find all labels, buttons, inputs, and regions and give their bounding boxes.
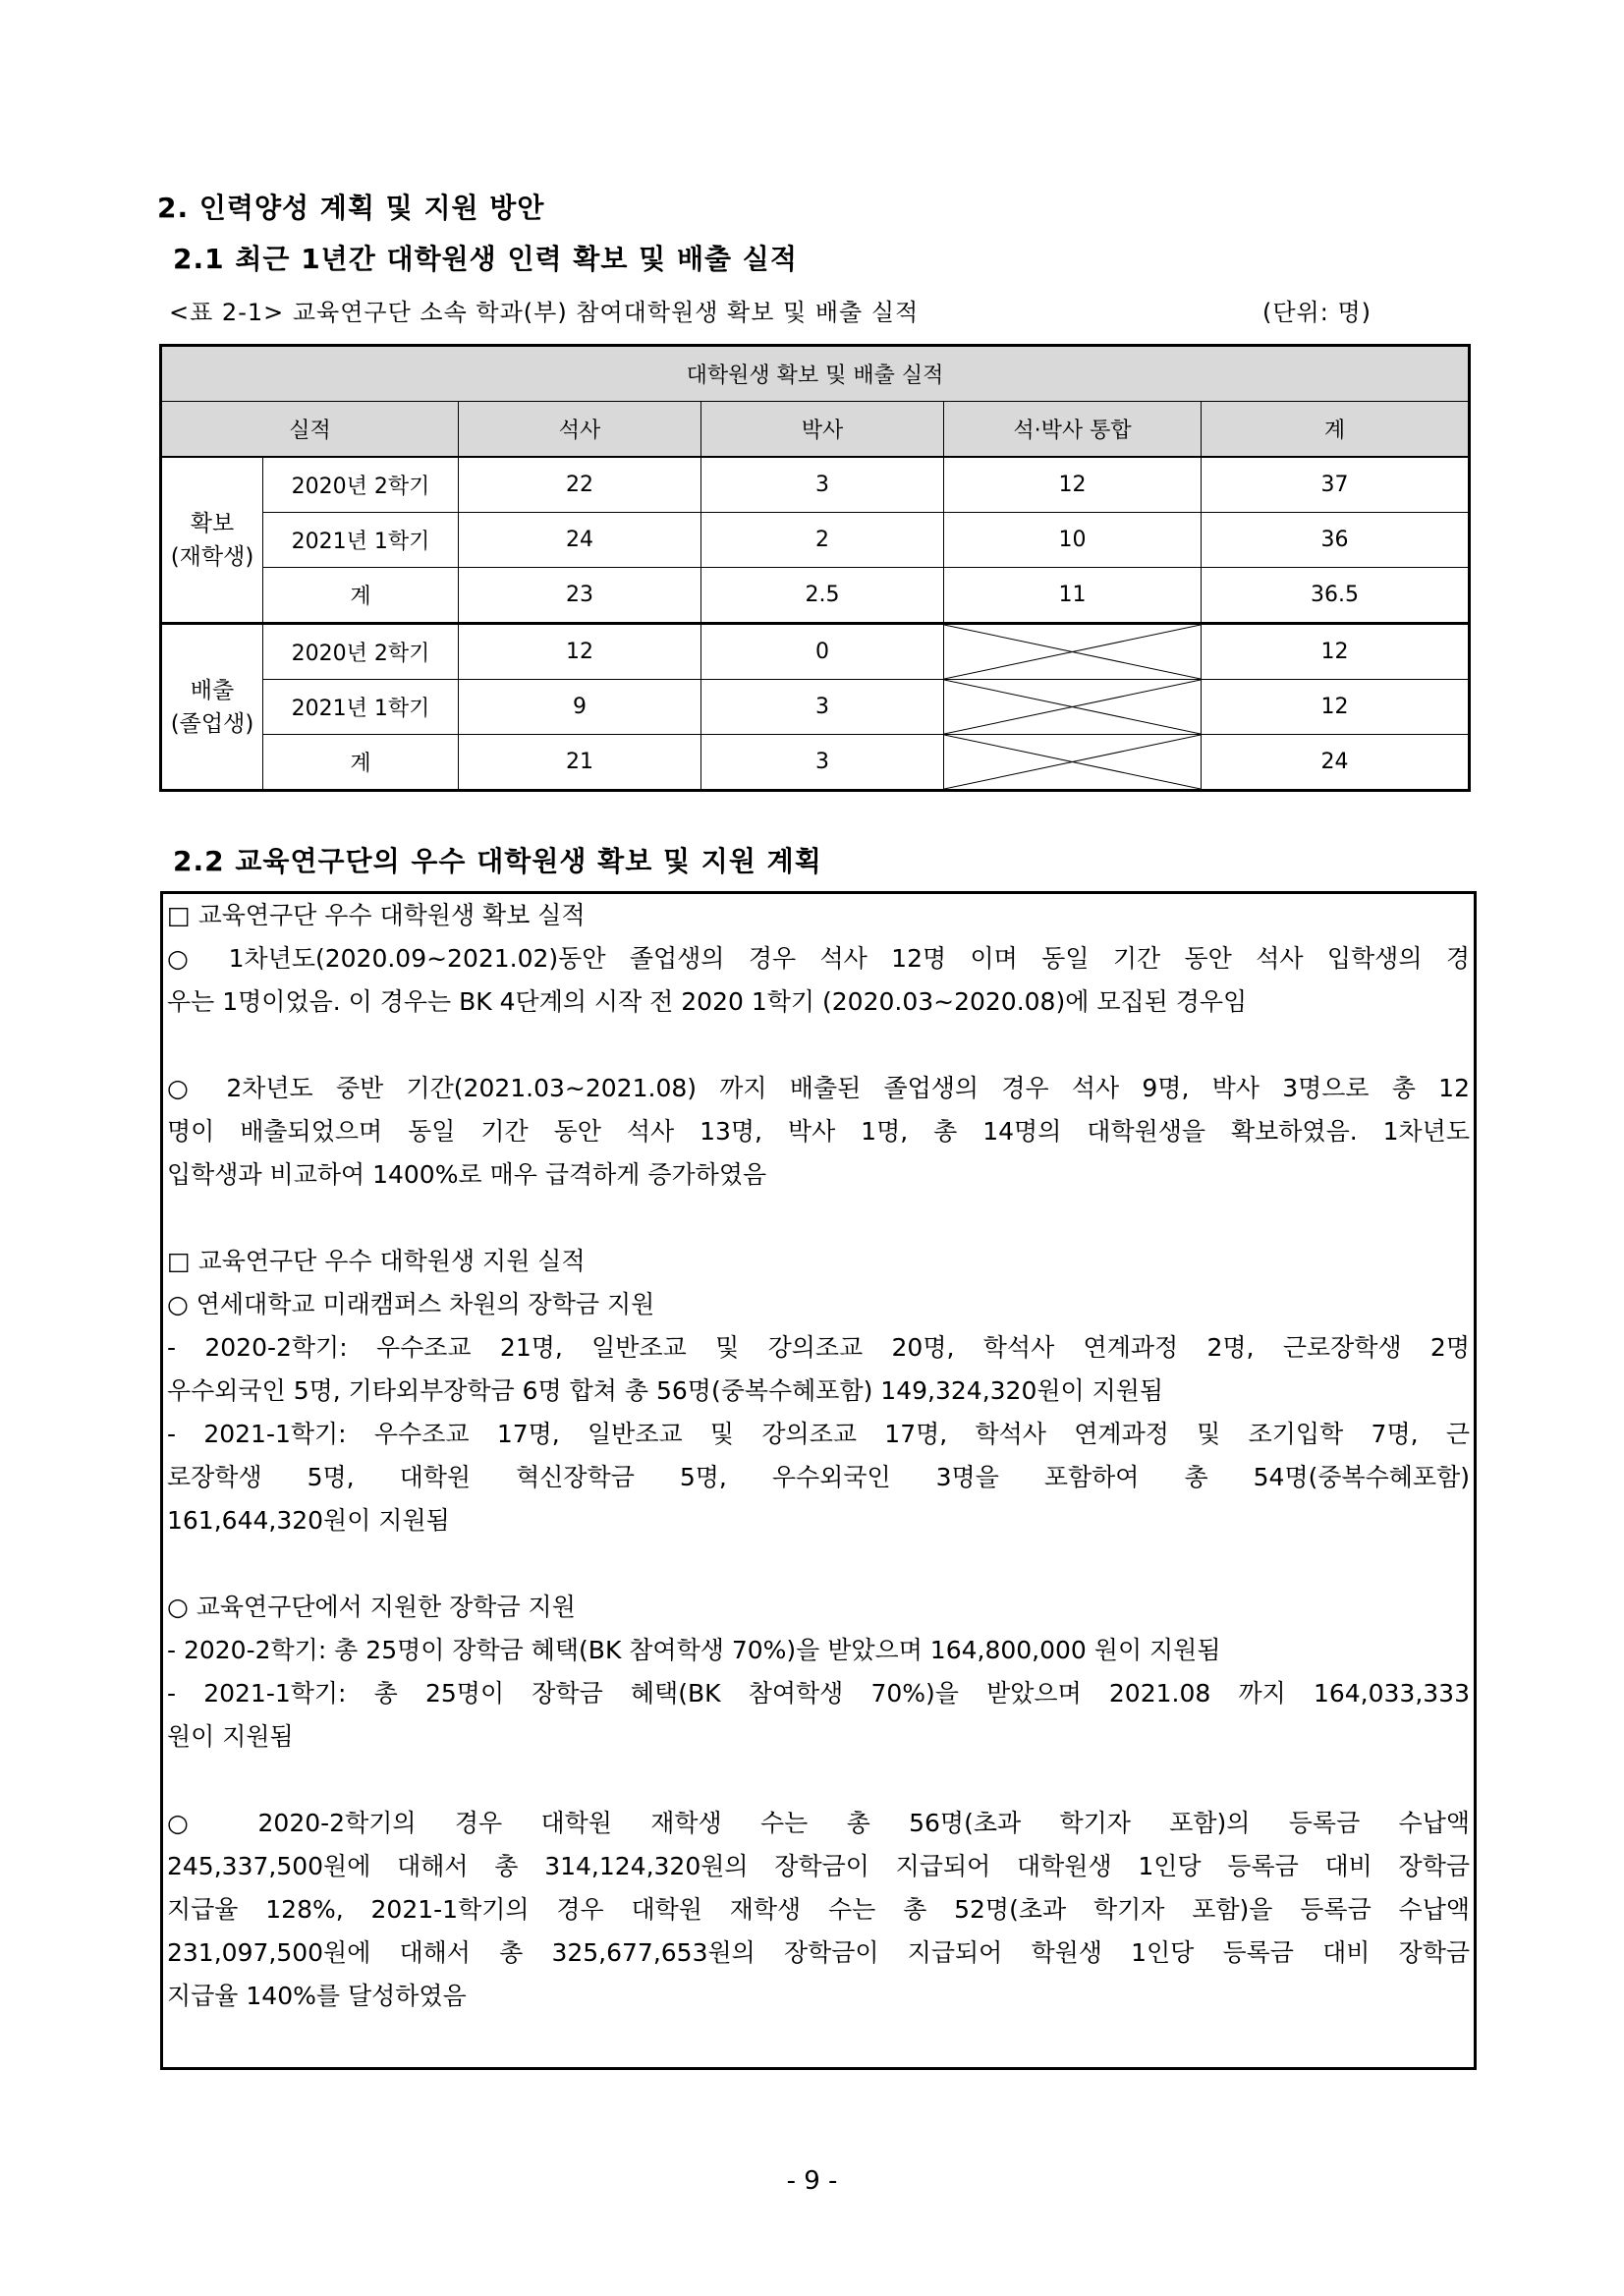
text-line: ○ 1차년도(2020.09~2021.02)동안 졸업생의 경우 석사 12명 이며 동일 기간 동안 석사 입학생의 경	[167, 944, 1470, 973]
text-line: □ 교육연구단 우수 대학원생 확보 실적	[167, 901, 586, 929]
cell-masters: 23	[459, 568, 701, 624]
header-masters: 석사	[459, 402, 701, 458]
cell-masters: 9	[459, 680, 701, 735]
text-line: - 2021-1학기: 총 25명이 장학금 혜택(BK 참여학생 70%)을 받았으며 2021.08 까지 164,033,333	[167, 1679, 1470, 1708]
crossed-out-cell	[944, 735, 1202, 791]
cell-phd: 0	[701, 624, 944, 680]
text-line: 245,337,500원에 대해서 총 314,124,320원의 장학금이 지급되어 대학원생 1인당 등록금 대비 장학금	[167, 1852, 1470, 1880]
text-line: 지급율 140%를 달성하였음	[167, 1982, 467, 2010]
table-caption: <표 2-1> 교육연구단 소속 학과(부) 참여대학원생 확보 및 배출 실적	[169, 299, 920, 326]
cell-total: 12	[1202, 624, 1470, 680]
table-unit: (단위: 명)	[1262, 299, 1372, 326]
text-line: - 2020-2학기: 우수조교 21명, 일반조교 및 강의조교 20명, 학석사 연계과정 2명, 근로장학생 2명	[167, 1333, 1470, 1362]
cell-phd: 3	[701, 735, 944, 791]
subsection-title-2-1: 2.1 최근 1년간 대학원생 인력 확보 및 배출 실적	[173, 243, 798, 275]
cell-phd: 2.5	[701, 568, 944, 624]
text-line: ○ 2차년도 중반 기간(2021.03~2021.08) 까지 배출된 졸업생의 경우 석사 9명, 박사 3명으로 총 12	[167, 1074, 1470, 1102]
cell-masters: 24	[459, 513, 701, 568]
text-line: □ 교육연구단 우수 대학원생 지원 실적	[167, 1247, 586, 1275]
subsection-title-2-2: 2.2 교육연구단의 우수 대학원생 확보 및 지원 계획	[173, 845, 822, 877]
row-label: 2021년 1학기	[263, 513, 459, 568]
row-label: 2020년 2학기	[263, 457, 459, 513]
blank-line	[167, 1542, 1470, 1586]
row-label: 계	[263, 568, 459, 624]
cell-integrated: 11	[944, 568, 1202, 624]
table-title: 대학원생 확보 및 배출 실적	[161, 346, 1470, 402]
page-number: - 9 -	[786, 2166, 838, 2196]
crossed-out-cell	[944, 680, 1202, 735]
cell-total: 36.5	[1202, 568, 1470, 624]
plan-text-box	[160, 891, 1477, 2070]
text-line: 161,644,320원이 지원됨	[167, 1506, 450, 1535]
cell-total: 36	[1202, 513, 1470, 568]
cell-integrated: 10	[944, 513, 1202, 568]
header-total: 계	[1202, 402, 1470, 458]
crossed-out-cell	[944, 624, 1202, 680]
group-secure: 확보 (재학생)	[161, 457, 263, 624]
text-line: 입학생과 비교하여 1400%로 매우 급격하게 증가하였음	[167, 1160, 767, 1189]
blank-line	[167, 1197, 1470, 1240]
blank-line	[167, 1024, 1470, 1067]
cell-phd: 3	[701, 680, 944, 735]
text-line: ○ 2020-2학기의 경우 대학원 재학생 수는 총 56명(초과 학기자 포함)의 등록금 수납액	[167, 1809, 1470, 1837]
cell-total: 37	[1202, 457, 1470, 513]
results-table	[159, 344, 1471, 792]
cell-phd: 2	[701, 513, 944, 568]
text-line: 우수외국인 5명, 기타외부장학금 6명 합쳐 총 56명(중복수혜포함) 149,324,320원이 지원됨	[167, 1376, 1164, 1405]
header-integrated: 석·박사 통합	[944, 402, 1202, 458]
cell-masters: 21	[459, 735, 701, 791]
cell-masters: 12	[459, 624, 701, 680]
text-line: 지급율 128%, 2021-1학기의 경우 대학원 재학생 수는 총 52명(초과 학기자 포함)을 등록금 수납액	[167, 1895, 1470, 1924]
cell-integrated: 12	[944, 457, 1202, 513]
text-line: ○ 교육연구단에서 지원한 장학금 지원	[167, 1593, 576, 1621]
text-line: 231,097,500원에 대해서 총 325,677,653원의 장학금이 지급되어 학원생 1인당 등록금 대비 장학금	[167, 1938, 1470, 1967]
text-line: 로장학생 5명, 대학원 혁신장학금 5명, 우수외국인 3명을 포함하여 총 54명(중복수혜포함)	[167, 1463, 1470, 1491]
text-line: 우는 1명이었음. 이 경우는 BK 4단계의 시작 전 2020 1학기 (2020.03~2020.08)에 모집된 경우임	[167, 987, 1248, 1016]
text-line: 명이 배출되었으며 동일 기간 동안 석사 13명, 박사 1명, 총 14명의 대학원생을 확보하였음. 1차년도	[167, 1117, 1470, 1146]
cell-total: 24	[1202, 735, 1470, 791]
row-label: 2020년 2학기	[263, 624, 459, 680]
cell-phd: 3	[701, 457, 944, 513]
text-line: 원이 지원됨	[167, 1722, 294, 1751]
group-output: 배출 (졸업생)	[161, 624, 263, 791]
text-line: - 2021-1학기: 우수조교 17명, 일반조교 및 강의조교 17명, 학석사 연계과정 및 조기입학 7명, 근	[167, 1420, 1470, 1448]
row-label: 계	[263, 735, 459, 791]
cell-total: 12	[1202, 680, 1470, 735]
row-label: 2021년 1학기	[263, 680, 459, 735]
text-line: ○ 연세대학교 미래캠퍼스 차원의 장학금 지원	[167, 1290, 655, 1318]
blank-line	[167, 1759, 1470, 1802]
cell-masters: 22	[459, 457, 701, 513]
text-line: - 2020-2학기: 총 25명이 장학금 혜택(BK 참여학생 70%)을 받았으며 164,800,000 원이 지원됨	[167, 1636, 1221, 1664]
section-title: 2. 인력양성 계획 및 지원 방안	[157, 192, 545, 224]
header-achievement: 실적	[161, 402, 459, 458]
header-phd: 박사	[701, 402, 944, 458]
plan-text-content	[167, 894, 1470, 2018]
